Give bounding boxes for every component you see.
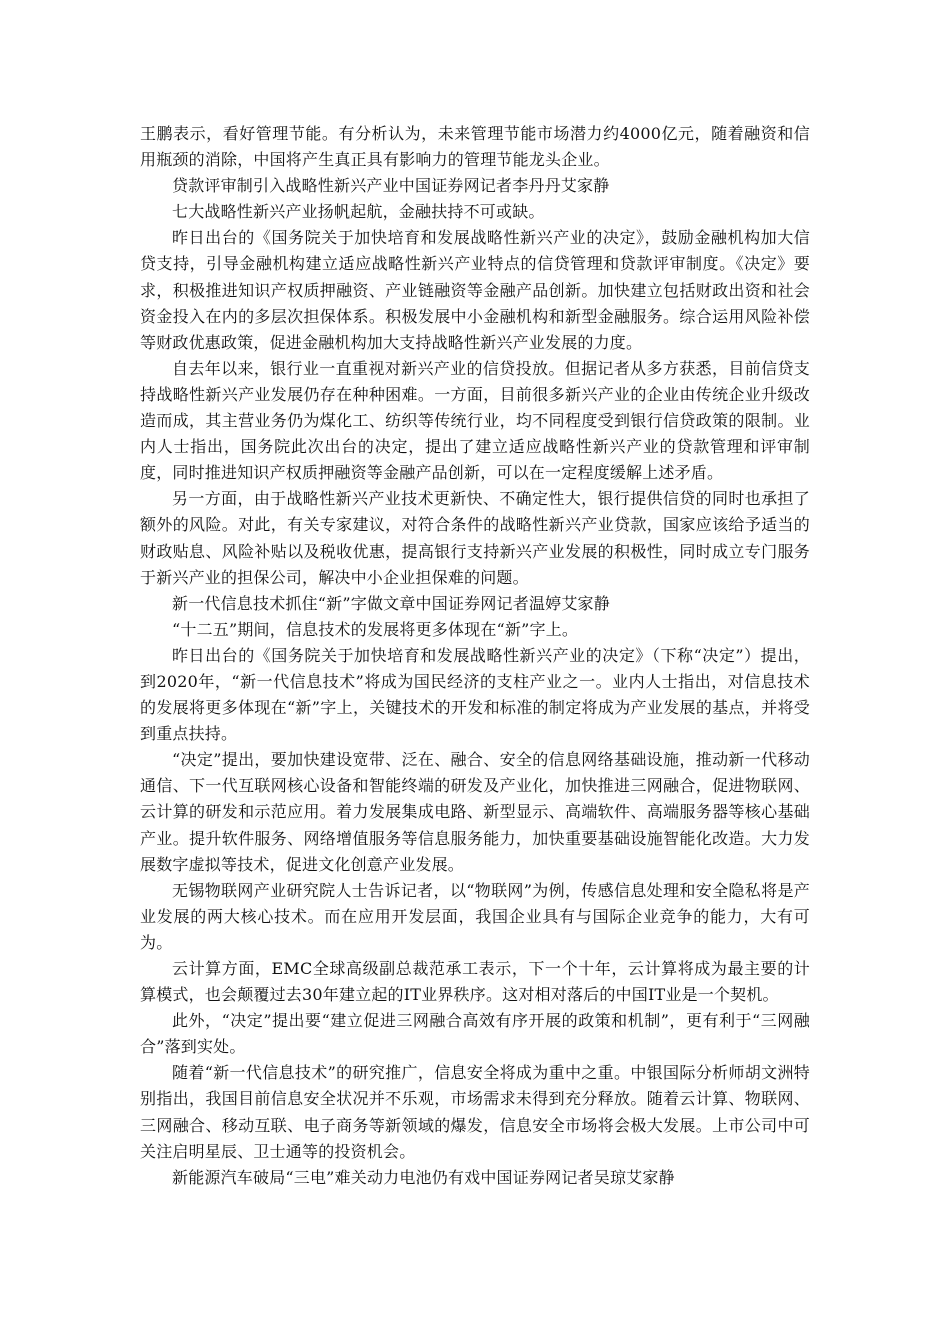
paragraph: 王鹏表示，看好管理节能。有分析认为，未来管理节能市场潜力约4000亿元，随着融资和信用瓶颈的消除，中国将产生真正具有影响力的管理节能龙头企业。 [140, 124, 810, 170]
paragraph: 七大战略性新兴产业扬帆起航，金融扶持不可或缺。 [172, 202, 545, 222]
section-headline: 贷款评审制引入战略性新兴产业中国证券网记者李丹丹艾家静 [172, 176, 610, 196]
section-headline: 新一代信息技术抓住“新”字做文章中国证券网记者温婷艾家静 [172, 593, 610, 613]
paragraph: 另一方面，由于战略性新兴产业技术更新快、不确定性大，银行提供信贷的同时也承担了额外的风险。对此，有关专家建议，对符合条件的战略性新兴产业贷款，国家应该给予适当的财政贴息、风险补贴以及税收优惠，提高银行支持新兴产业发展的积极性，同时成立专门服务于新兴产业的担保公司，解决中小企业担保难的问题。 [140, 489, 810, 587]
paragraph: 此外，“决定”提出要“建立促进三网融合高效有序开展的政策和机制”，更有利于“三网融合”落到实处。 [140, 1011, 810, 1057]
paragraph: “十二五”期间，信息技术的发展将更多体现在“新”字上。 [172, 619, 579, 639]
section-headline: 新能源汽车破局“三电”难关动力电池仍有戏中国证券网记者吴琼艾家静 [172, 1167, 675, 1187]
paragraph: “决定”提出，要加快建设宽带、泛在、融合、安全的信息网络基础设施，推动新一代移动通信、下一代互联网核心设备和智能终端的研发及产业化，加快推进三网融合，促进物联网、云计算的研发和示范应用。着力发展集成电路、新型显示、高端软件、高端服务器等核心基础产业。提升软件服务、网络增值服务等信息服务能力，加快重要基础设施智能化改造。大力发展数字虚拟等技术，促进文化创意产业发展。 [140, 750, 810, 874]
paragraph: 昨日出台的《国务院关于加快培育和发展战略性新兴产业的决定》（下称“决定”）提出，到2020年，“新一代信息技术”将成为国民经济的支柱产业之一。业内人士指出，对信息技术的发展将更多体现在“新”字上，关键技术的开发和标准的制定将成为产业发展的基点，并将受到重点扶持。 [140, 645, 810, 744]
paragraph: 昨日出台的《国务院关于加快培育和发展战略性新兴产业的决定》，鼓励金融机构加大信贷支持，引导金融机构建立适应战略性新兴产业特点的信贷管理和贷款评审制度。《决定》要求，积极推进知识产权质押融资、产业链融资等金融产品创新。加快建立包括财政出资和社会资金投入在内的多层次担保体系。积极发展中小金融机构和新型金融服务。综合运用风险补偿等财政优惠政策，促进金融机构加大支持战略性新兴产业发展的力度。 [140, 228, 810, 352]
paragraph: 自去年以来，银行业一直重视对新兴产业的信贷投放。但据记者从多方获悉，目前信贷支持战略性新兴产业发展仍存在种种困难。一方面，目前很多新兴产业的企业由传统企业升级改造而成，其主营业务仍为煤化工、纺织等传统行业，均不同程度受到银行信贷政策的限制。业内人士指出，国务院此次出台的决定，提出了建立适应战略性新兴产业的贷款管理和评审制度，同时推进知识产权质押融资等金融产品创新，可以在一定程度缓解上述矛盾。 [140, 358, 810, 483]
paragraph: 云计算方面，EMC全球高级副总裁范承工表示，下一个十年，云计算将成为最主要的计算模式，也会颠覆过去30年建立起的IT业界秩序。这对相对落后的中国IT业是一个契机。 [140, 959, 810, 1005]
paragraph: 无锡物联网产业研究院人士告诉记者，以“物联网”为例，传感信息处理和安全隐私将是产业发展的两大核心技术。而在应用开发层面，我国企业具有与国际企业竞争的能力，大有可为。 [140, 880, 810, 952]
document-body [140, 121, 810, 1191]
paragraph: 随着“新一代信息技术”的研究推广，信息安全将成为重中之重。中银国际分析师胡文洲特别指出，我国目前信息安全状况并不乐观，市场需求未得到充分释放。随着云计算、物联网、三网融合、移动互联、电子商务等新领域的爆发，信息安全市场将会极大发展。上市公司中可关注启明星辰、卫士通等的投资机会。 [140, 1063, 810, 1161]
